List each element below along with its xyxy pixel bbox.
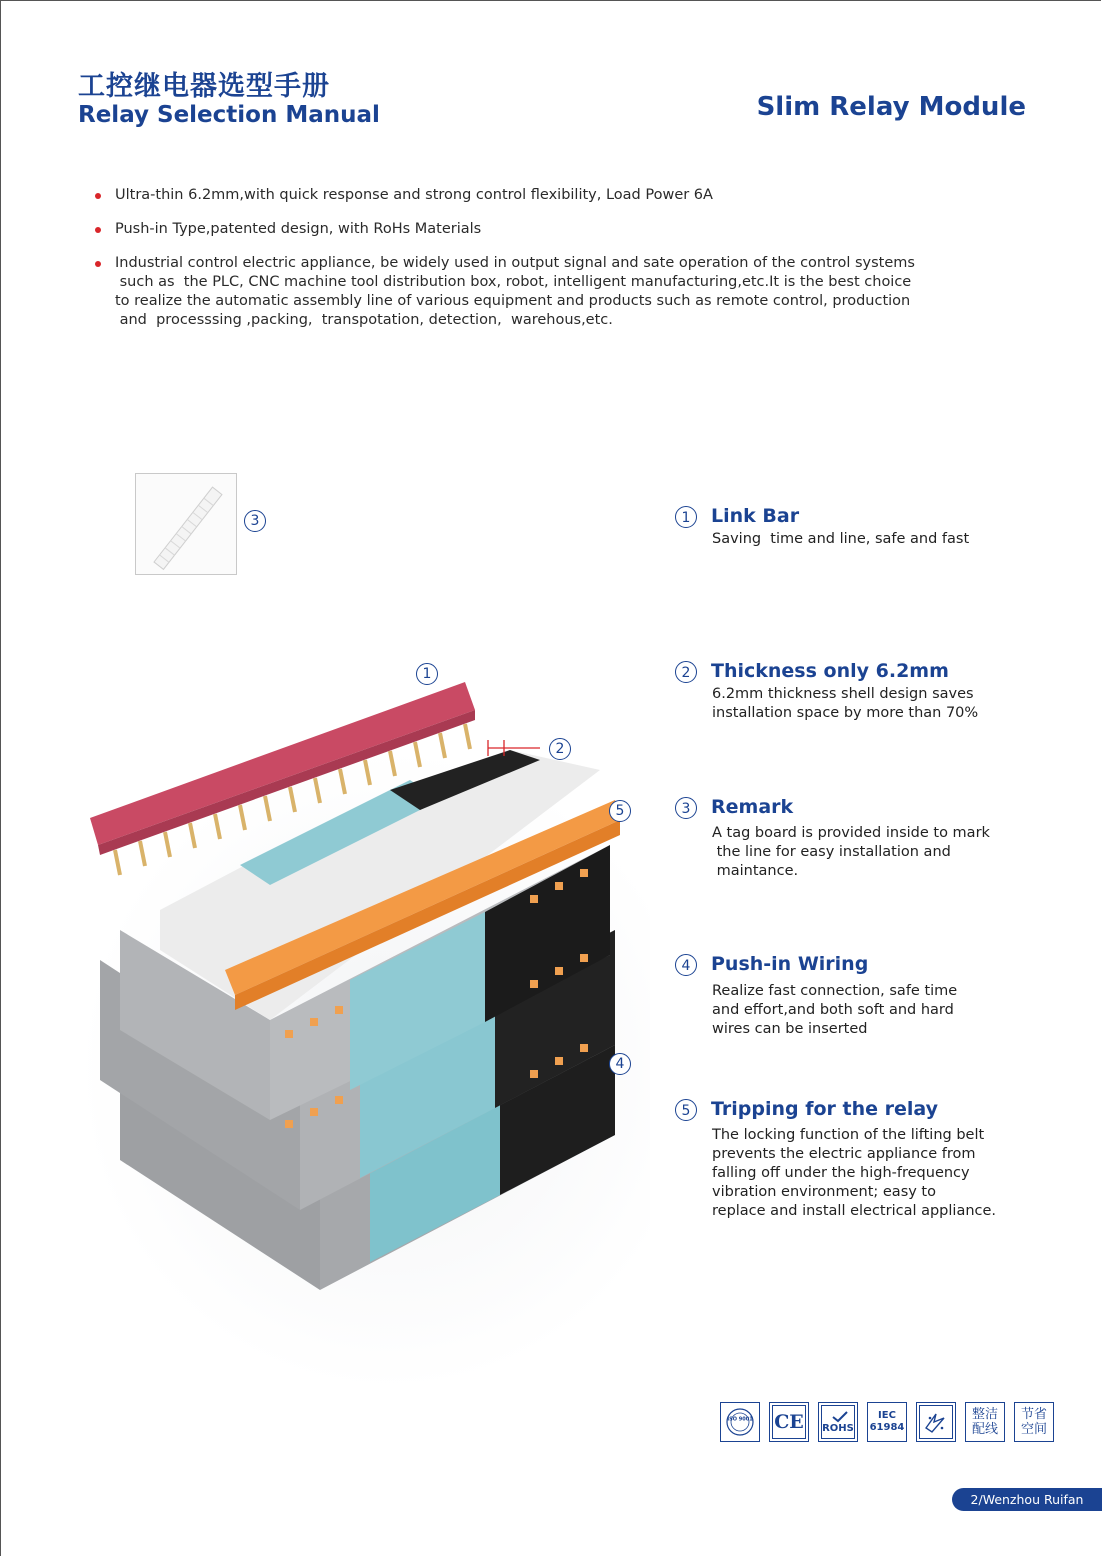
- tag-board-photo: [135, 473, 237, 575]
- rohs-label: ROHS: [822, 1422, 854, 1434]
- compact-design-badge: [916, 1402, 956, 1442]
- feature-title: Link Bar: [711, 505, 800, 527]
- bullet-text: Ultra-thin 6.2mm,with quick response and strong control flexibility, Load Power 6A: [115, 187, 713, 203]
- feature-description: [712, 824, 990, 881]
- feature-title: Tripping for the relay: [711, 1098, 939, 1120]
- feature-desc-line: installation space by more than 70%: [712, 705, 979, 721]
- bullet-text: to realize the automatic assembly line of various equipment and products such as remote control, production: [115, 293, 911, 309]
- feature-desc-line: A tag board is provided inside to mark: [712, 825, 990, 841]
- product-title: Slim Relay Module: [756, 92, 1026, 122]
- feature-title: Remark: [711, 796, 794, 818]
- bullet-dot-icon: [95, 193, 101, 199]
- checkmark-icon: [832, 1411, 848, 1423]
- feature-desc-line: falling off under the high-frequency: [712, 1165, 970, 1181]
- callout-2: 2: [549, 738, 571, 760]
- feature-desc-line: the line for easy installation and: [712, 844, 951, 860]
- feature-description: [712, 1126, 996, 1221]
- bullet-item: [92, 254, 992, 330]
- iso-seal-icon: [725, 1407, 755, 1437]
- bullet-item: [92, 186, 992, 205]
- feature-number: 3: [675, 797, 697, 819]
- certification-badges: [720, 1402, 1054, 1442]
- manual-title-english: Relay Selection Manual: [78, 102, 380, 128]
- iso-label: ISO 9001: [727, 1416, 753, 1423]
- callout-3: 3: [244, 510, 266, 532]
- bullet-text: such as the PLC, CNC machine tool distribution box, robot, intelligent manufacturing,etc.It is the best choice: [115, 274, 912, 290]
- feature-number: 1: [675, 506, 697, 528]
- feature-bullet-list: [92, 186, 992, 330]
- relay-module-illustration: [60, 650, 650, 1390]
- bullet-dot-icon: [95, 261, 101, 267]
- feature-desc-line: replace and install electrical appliance.: [712, 1203, 997, 1219]
- bullet-text: Industrial control electric appliance, be widely used in output signal and sate operation of the control systems: [115, 255, 915, 271]
- bullet-text: and processsing ,packing, transpotation, detection, warehous,etc.: [115, 312, 613, 328]
- rohs-badge: [818, 1402, 858, 1442]
- space-saving-badge: [1014, 1402, 1054, 1442]
- feature-description: [712, 685, 978, 723]
- feature-desc-line: wires can be inserted: [712, 1021, 868, 1037]
- feature-desc-line: maintance.: [712, 863, 799, 879]
- tidy-wiring-badge: [965, 1402, 1005, 1442]
- feature-desc-line: prevents the electric appliance from: [712, 1146, 976, 1162]
- feature-title: Thickness only 6.2mm: [711, 660, 949, 682]
- feature-number: 4: [675, 954, 697, 976]
- arrows-compact-icon: [922, 1408, 950, 1436]
- page-footer-label: 2/Wenzhou Ruifan: [952, 1488, 1102, 1511]
- feature-number: 2: [675, 661, 697, 683]
- bullet-text: Push-in Type,patented design, with RoHs Materials: [115, 221, 482, 237]
- feature-title: Push-in Wiring: [711, 953, 869, 975]
- tidy-label-top: 整洁: [971, 1407, 998, 1422]
- iec-61984-badge: [867, 1402, 907, 1442]
- iec-label: IEC: [878, 1410, 896, 1421]
- callout-5: 5: [609, 800, 631, 822]
- feature-desc-line: and effort,and both soft and hard: [712, 1002, 954, 1018]
- bullet-item: [92, 220, 992, 239]
- feature-description: [712, 530, 969, 549]
- iso-9001-badge: [720, 1402, 760, 1442]
- feature-desc-line: vibration environment; easy to: [712, 1184, 936, 1200]
- save-label-bottom: 空间: [1020, 1422, 1047, 1437]
- feature-desc-line: The locking function of the lifting belt: [712, 1127, 985, 1143]
- feature-desc-line: Saving time and line, safe and fast: [712, 531, 970, 547]
- feature-number: 5: [675, 1099, 697, 1121]
- feature-description: [712, 982, 957, 1039]
- tag-board-icon: [136, 474, 236, 574]
- feature-desc-line: 6.2mm thickness shell design saves: [712, 686, 974, 702]
- manual-title-chinese: 工控继电器选型手册: [78, 71, 330, 102]
- ce-badge: [769, 1402, 809, 1442]
- bullet-dot-icon: [95, 227, 101, 233]
- feature-desc-line: Realize fast connection, safe time: [712, 983, 958, 999]
- iec-number: 61984: [869, 1422, 905, 1433]
- callout-1: 1: [416, 663, 438, 685]
- save-label-top: 节省: [1020, 1407, 1047, 1422]
- callout-4: 4: [609, 1053, 631, 1075]
- tidy-label-bottom: 配线: [971, 1422, 998, 1437]
- ce-label: CE: [774, 1410, 804, 1433]
